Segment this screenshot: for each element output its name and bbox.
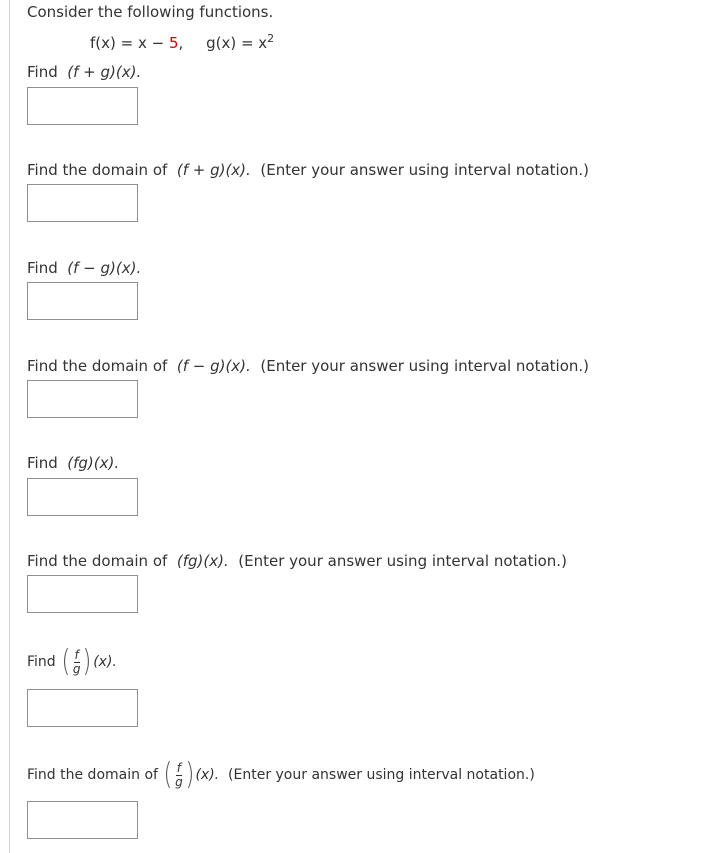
question-sum: Find (f + g)(x). — [27, 63, 142, 81]
f-definition: f(x) = x − 5, — [90, 34, 184, 52]
question-product: Find (fg)(x). — [27, 454, 120, 472]
f-constant: 5 — [168, 34, 179, 52]
g-definition: $g(x) = x^2$ — [206, 32, 275, 52]
answer-input-sum-domain[interactable] — [27, 184, 138, 222]
question-difference: Find (f − g)(x). — [27, 259, 142, 277]
fraction-numerator: f — [176, 760, 182, 775]
answer-input-difference[interactable] — [27, 282, 138, 320]
quotient-domain-fraction: ( $\frac{f}{g}$ ) — [163, 757, 194, 792]
g-exponent: 2 — [267, 32, 275, 45]
function-definitions — [90, 34, 274, 52]
question-quotient-domain: Find the domain of ( $\frac{f}{g}$ ) (x). (Enter your answer using interval notation.) — [27, 757, 535, 792]
left-border — [9, 0, 10, 853]
answer-input-sum[interactable] — [27, 87, 138, 125]
question-quotient: Find ( $\frac{f}{g}$ ) (x). — [27, 644, 117, 679]
question-sum-domain: Find the domain of (f + g)(x). (Enter your answer using interval notation.) — [27, 161, 590, 179]
answer-input-product-domain[interactable] — [27, 575, 138, 613]
question-product-domain: Find the domain of (fg)(x). (Enter your answer using interval notation.) — [27, 552, 567, 570]
question-difference-domain: Find the domain of (f − g)(x). (Enter your answer using interval notation.) — [27, 357, 590, 375]
fraction-denominator: g — [72, 661, 81, 676]
answer-input-product[interactable] — [27, 478, 138, 516]
answer-input-difference-domain[interactable] — [27, 380, 138, 418]
intro-text: Consider the following functions. — [27, 3, 274, 21]
answer-input-quotient[interactable] — [27, 689, 138, 727]
fraction-denominator: g — [175, 774, 183, 789]
answer-input-quotient-domain[interactable] — [27, 801, 138, 839]
quotient-fraction: ( $\frac{f}{g}$ ) — [61, 644, 92, 679]
fraction-numerator: f — [74, 647, 79, 662]
